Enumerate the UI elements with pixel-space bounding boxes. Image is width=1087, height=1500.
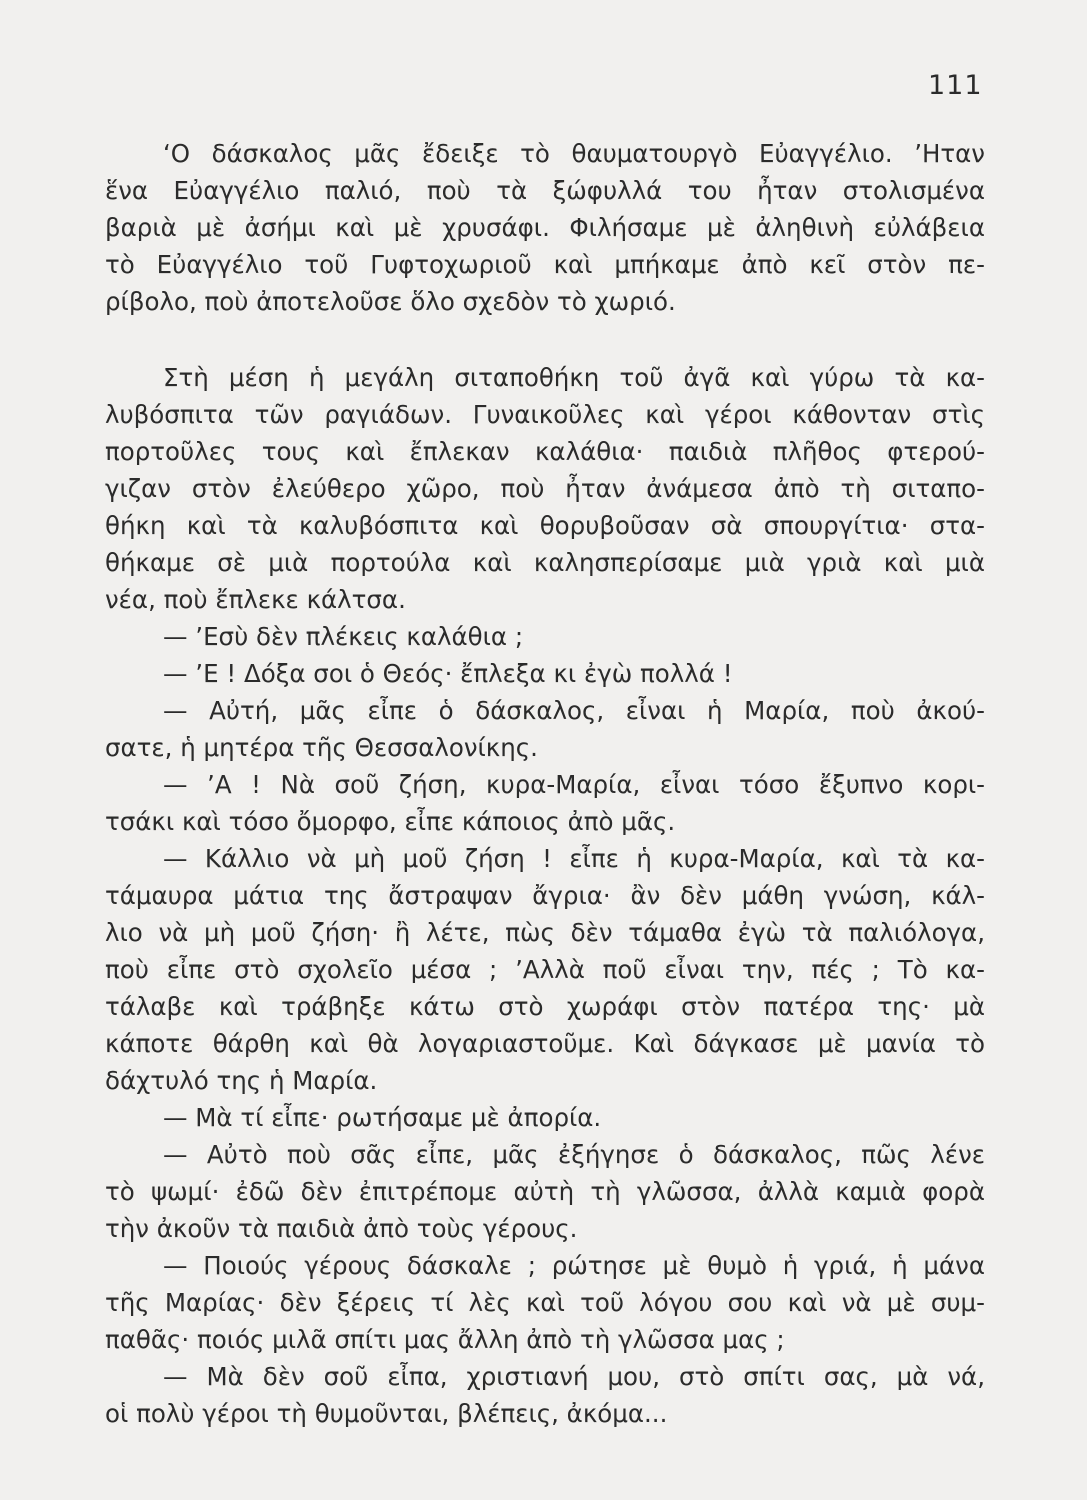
text-line: λυβόσπιτα τῶν ραγιάδων. Γυναικοῦλες καὶ γέροι κάθονταν στὶς [105, 400, 985, 429]
text-line: νέα, ποὺ ἔπλεκε κάλτσα. [105, 585, 406, 614]
text-line: βαριὰ μὲ ἀσήμι καὶ μὲ χρυσάφι. Φιλήσαμε μὲ ἀληθινὴ εὐλάβεια [105, 213, 985, 242]
text-line: δάχτυλό της ἡ Μαρία. [105, 1066, 378, 1095]
text-line: ἕνα Εὐαγγέλιο παλιό, ποὺ τὰ ξώφυλλά του ἦταν στολισμένα [105, 176, 985, 205]
dialogue-line: — Ποιούς γέρους δάσκαλε ; ρώτησε μὲ θυμὸ ἡ γριά, ἡ μάνα [163, 1251, 985, 1280]
text-line: τῆς Μαρίας· δὲν ξέρεις τί λὲς καὶ τοῦ λόγου σου καὶ νὰ μὲ συμ- [105, 1288, 985, 1317]
dialogue-line: — ’Εσὺ δὲν πλέκεις καλάθια ; [163, 622, 524, 651]
text-line: Στὴ μέση ἡ μεγάλη σιταποθήκη τοῦ ἀγᾶ καὶ γύρω τὰ κα- [163, 363, 985, 392]
text-line: οἱ πολὺ γέροι τὴ θυμοῦνται, βλέπεις, ἀκόμα... [105, 1399, 668, 1428]
dialogue-line: — ’Ε ! Δόξα σοι ὁ Θεός· ἔπλεξα κι ἐγὼ πολλά ! [163, 659, 733, 688]
text-line: σατε, ἡ μητέρα τῆς Θεσσαλονίκης. [105, 733, 538, 762]
text-line: παθᾶς· ποιός μιλᾶ σπίτι μας ἄλλη ἀπὸ τὴ γλῶσσα μας ; [105, 1325, 785, 1354]
dialogue-line: — Μὰ τί εἶπε· ρωτήσαμε μὲ ἀπορία. [163, 1103, 602, 1132]
text-line: τὸ ψωμί· ἐδῶ δὲν ἐπιτρέπομε αὐτὴ τὴ γλῶσσα, ἀλλὰ καμιὰ φορὰ [105, 1177, 985, 1206]
text-line: θήκαμε σὲ μιὰ πορτούλα καὶ καλησπερίσαμε μιὰ γριὰ καὶ μιὰ [105, 548, 985, 577]
dialogue-line: — Αὐτὸ ποὺ σᾶς εἶπε, μᾶς ἐξήγησε ὁ δάσκαλος, πῶς λένε [163, 1140, 985, 1169]
dialogue-line: — Μὰ δὲν σοῦ εἶπα, χριστιανή μου, στὸ σπίτι σας, μὰ νά, [163, 1362, 985, 1391]
text-line: ποὺ εἶπε στὸ σχολεῖο μέσα ; ’Αλλὰ ποῦ εἶναι την, πές ; Τὸ κα- [105, 955, 985, 984]
dialogue-line: — Αὐτή, μᾶς εἶπε ὁ δάσκαλος, εἶναι ἡ Μαρία, ποὺ ἀκού- [163, 696, 985, 725]
text-line: θήκη καὶ τὰ καλυβόσπιτα καὶ θορυβοῦσαν σὰ σπουργίτια· στα- [105, 511, 985, 540]
text-line: ‘Ο δάσκαλος μᾶς ἔδειξε τὸ θαυματουργὸ Εὐαγγέλιο. ’Ηταν [163, 139, 985, 168]
text-line: γιζαν στὸν ἐλεύθερο χῶρο, ποὺ ἦταν ἀνάμεσα ἀπὸ τὴ σιταπο- [105, 474, 985, 503]
page-number: 111 [928, 70, 983, 101]
text-line: ρίβολο, ποὺ ἀποτελοῦσε ὅλο σχεδὸν τὸ χωριό. [105, 287, 676, 316]
text-line: λιο νὰ μὴ μοῦ ζήση· ἢ λέτε, πὼς δὲν τάμαθα ἐγὼ τὰ παλιόλογα, [105, 918, 985, 947]
text-line: τάμαυρα μάτια της ἄστραψαν ἄγρια· ἂν δὲν μάθη γνώση, κάλ- [105, 881, 985, 910]
text-line: κάποτε θάρθη καὶ θὰ λογαριαστοῦμε. Καὶ δάγκασε μὲ μανία τὸ [105, 1029, 985, 1058]
dialogue-line: — ’Α ! Νὰ σοῦ ζήση, κυρα-Μαρία, εἶναι τόσο ἔξυπνο κορι- [163, 770, 985, 799]
text-line: πορτοῦλες τους καὶ ἔπλεκαν καλάθια· παιδιὰ πλῆθος φτερού- [105, 437, 985, 466]
dialogue-line: — Κάλλιο νὰ μὴ μοῦ ζήση ! εἶπε ἡ κυρα-Μαρία, καὶ τὰ κα- [163, 844, 985, 873]
text-line: τὴν ἀκοῦν τὰ παιδιὰ ἀπὸ τοὺς γέρους. [105, 1214, 578, 1243]
text-line: τὸ Εὐαγγέλιο τοῦ Γυφτοχωριοῦ καὶ μπήκαμε ἀπὸ κεῖ στὸν πε- [105, 250, 985, 279]
text-line: τσάκι καὶ τόσο ὄμορφο, εἶπε κάποιος ἀπὸ μᾶς. [105, 807, 676, 836]
text-line: τάλαβε καὶ τράβηξε κάτω στὸ χωράφι στὸν πατέρα της· μὰ [105, 992, 985, 1021]
